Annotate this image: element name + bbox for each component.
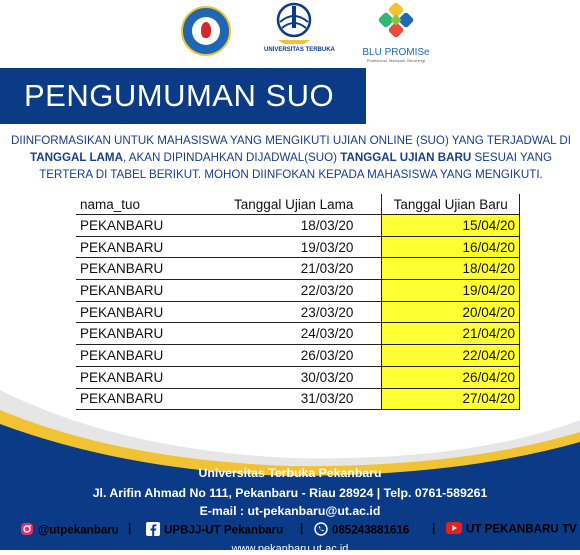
cell-new-date: 21/04/20 (382, 323, 520, 345)
cell-old-date: 21/03/20 (203, 258, 382, 280)
page-title: PENGUMUMAN SUO (24, 78, 335, 113)
header-new-date: Tanggal Ujian Baru (382, 194, 520, 215)
whatsapp-number: 085243881616 (332, 523, 410, 537)
cell-old-date: 23/03/20 (203, 301, 382, 323)
cell-new-date: 26/04/20 (382, 366, 520, 388)
cell-nama-tuo: PEKANBARU (76, 215, 203, 237)
facebook-link[interactable] (146, 522, 283, 539)
cell-old-date: 24/03/20 (203, 323, 382, 345)
blu-promise-logo (356, 2, 436, 62)
cell-nama-tuo: PEKANBARU (76, 323, 203, 345)
table-row (76, 215, 520, 237)
cell-nama-tuo: PEKANBARU (76, 280, 203, 302)
instagram-icon (20, 522, 34, 539)
cell-old-date: 26/03/20 (203, 345, 382, 367)
intro-bold-2: TANGGAL UJIAN BARU (340, 151, 472, 164)
whatsapp-icon (314, 522, 328, 539)
header-old-date: Tanggal Ujian Lama (203, 194, 382, 215)
separator: | (128, 522, 132, 535)
youtube-icon (446, 522, 462, 537)
cell-new-date: 19/04/20 (382, 280, 520, 302)
separator: | (300, 522, 304, 535)
cell-new-date: 16/04/20 (382, 236, 520, 258)
cell-nama-tuo: PEKANBARU (76, 345, 203, 367)
table-row (76, 258, 520, 280)
footer-email: E-mail : ut-pekanbaru@ut.ac.id (199, 504, 381, 518)
schedule-table (76, 194, 520, 410)
cell-new-date: 27/04/20 (382, 388, 520, 410)
instagram-link[interactable] (20, 522, 119, 539)
table-row (76, 301, 520, 323)
youtube-link[interactable] (446, 522, 577, 537)
cell-old-date: 18/03/20 (203, 215, 382, 237)
cell-new-date: 18/04/20 (382, 258, 520, 280)
header-nama-tuo: nama_tuo (76, 194, 203, 215)
announcement-text (6, 132, 576, 183)
cell-new-date: 22/04/20 (382, 345, 520, 367)
tut-wuri-handayani-logo (181, 6, 231, 56)
website-url[interactable]: www.pekanbaru.ut.ac.id (231, 543, 349, 555)
cell-nama-tuo: PEKANBARU (76, 388, 203, 410)
social-links (0, 522, 580, 542)
intro-part-3: SESUAI YANG TERTERA DI TABEL BERIKUT. MOHON DIINFOKAN KEPADA MAHASISWA YANG MENGIKUTI. (39, 151, 552, 181)
youtube-channel: UT PEKANBARU TV (466, 522, 577, 536)
intro-bold-1: TANGGAL LAMA (29, 151, 123, 164)
cell-nama-tuo: PEKANBARU (76, 236, 203, 258)
separator: | (432, 522, 436, 535)
cell-old-date: 19/03/20 (203, 236, 382, 258)
title-banner (0, 68, 366, 124)
intro-part-2: , AKAN DIPINDAHKAN DIJADWAL(SUO) (122, 151, 341, 164)
instagram-handle: @utpekanbaru (38, 523, 119, 537)
facebook-icon (146, 522, 160, 539)
facebook-page: UPBJJ-UT Pekanbaru (164, 523, 284, 537)
cell-old-date: 22/03/20 (203, 280, 382, 302)
ut-logo-caption: UNIVERSITAS TERBUKA (264, 47, 335, 53)
intro-part-1: DIINFORMASIKAN UNTUK MAHASISWA YANG MENGIKUTI UJIAN ONLINE (SUO) YANG TERJADWAL DI (10, 134, 571, 147)
table-row (76, 236, 520, 258)
table-row (76, 323, 520, 345)
footer-address: Jl. Arifin Ahmad No 111, Pekanbaru - Riau 28924 | Telp. 0761-589261 (92, 486, 488, 500)
whatsapp-link[interactable] (314, 522, 409, 539)
cell-old-date: 30/03/20 (203, 366, 382, 388)
logo-bar (0, 0, 580, 66)
table-row (76, 280, 520, 302)
cell-new-date: 20/04/20 (382, 301, 520, 323)
cell-nama-tuo: PEKANBARU (76, 301, 203, 323)
table-row (76, 345, 520, 367)
cell-nama-tuo: PEKANBARU (76, 366, 203, 388)
cell-new-date: 15/04/20 (382, 215, 520, 237)
universitas-terbuka-logo (264, 2, 335, 62)
footer-org: Universitas Terbuka Pekanbaru (198, 466, 382, 480)
table-header-row (76, 194, 520, 215)
blu-logo-tagline: Profesional, Melayani, Bersinergi (366, 58, 426, 63)
cell-nama-tuo: PEKANBARU (76, 258, 203, 280)
cell-old-date: 31/03/20 (203, 388, 382, 410)
blu-logo-caption: BLU PROMISe (362, 47, 430, 58)
